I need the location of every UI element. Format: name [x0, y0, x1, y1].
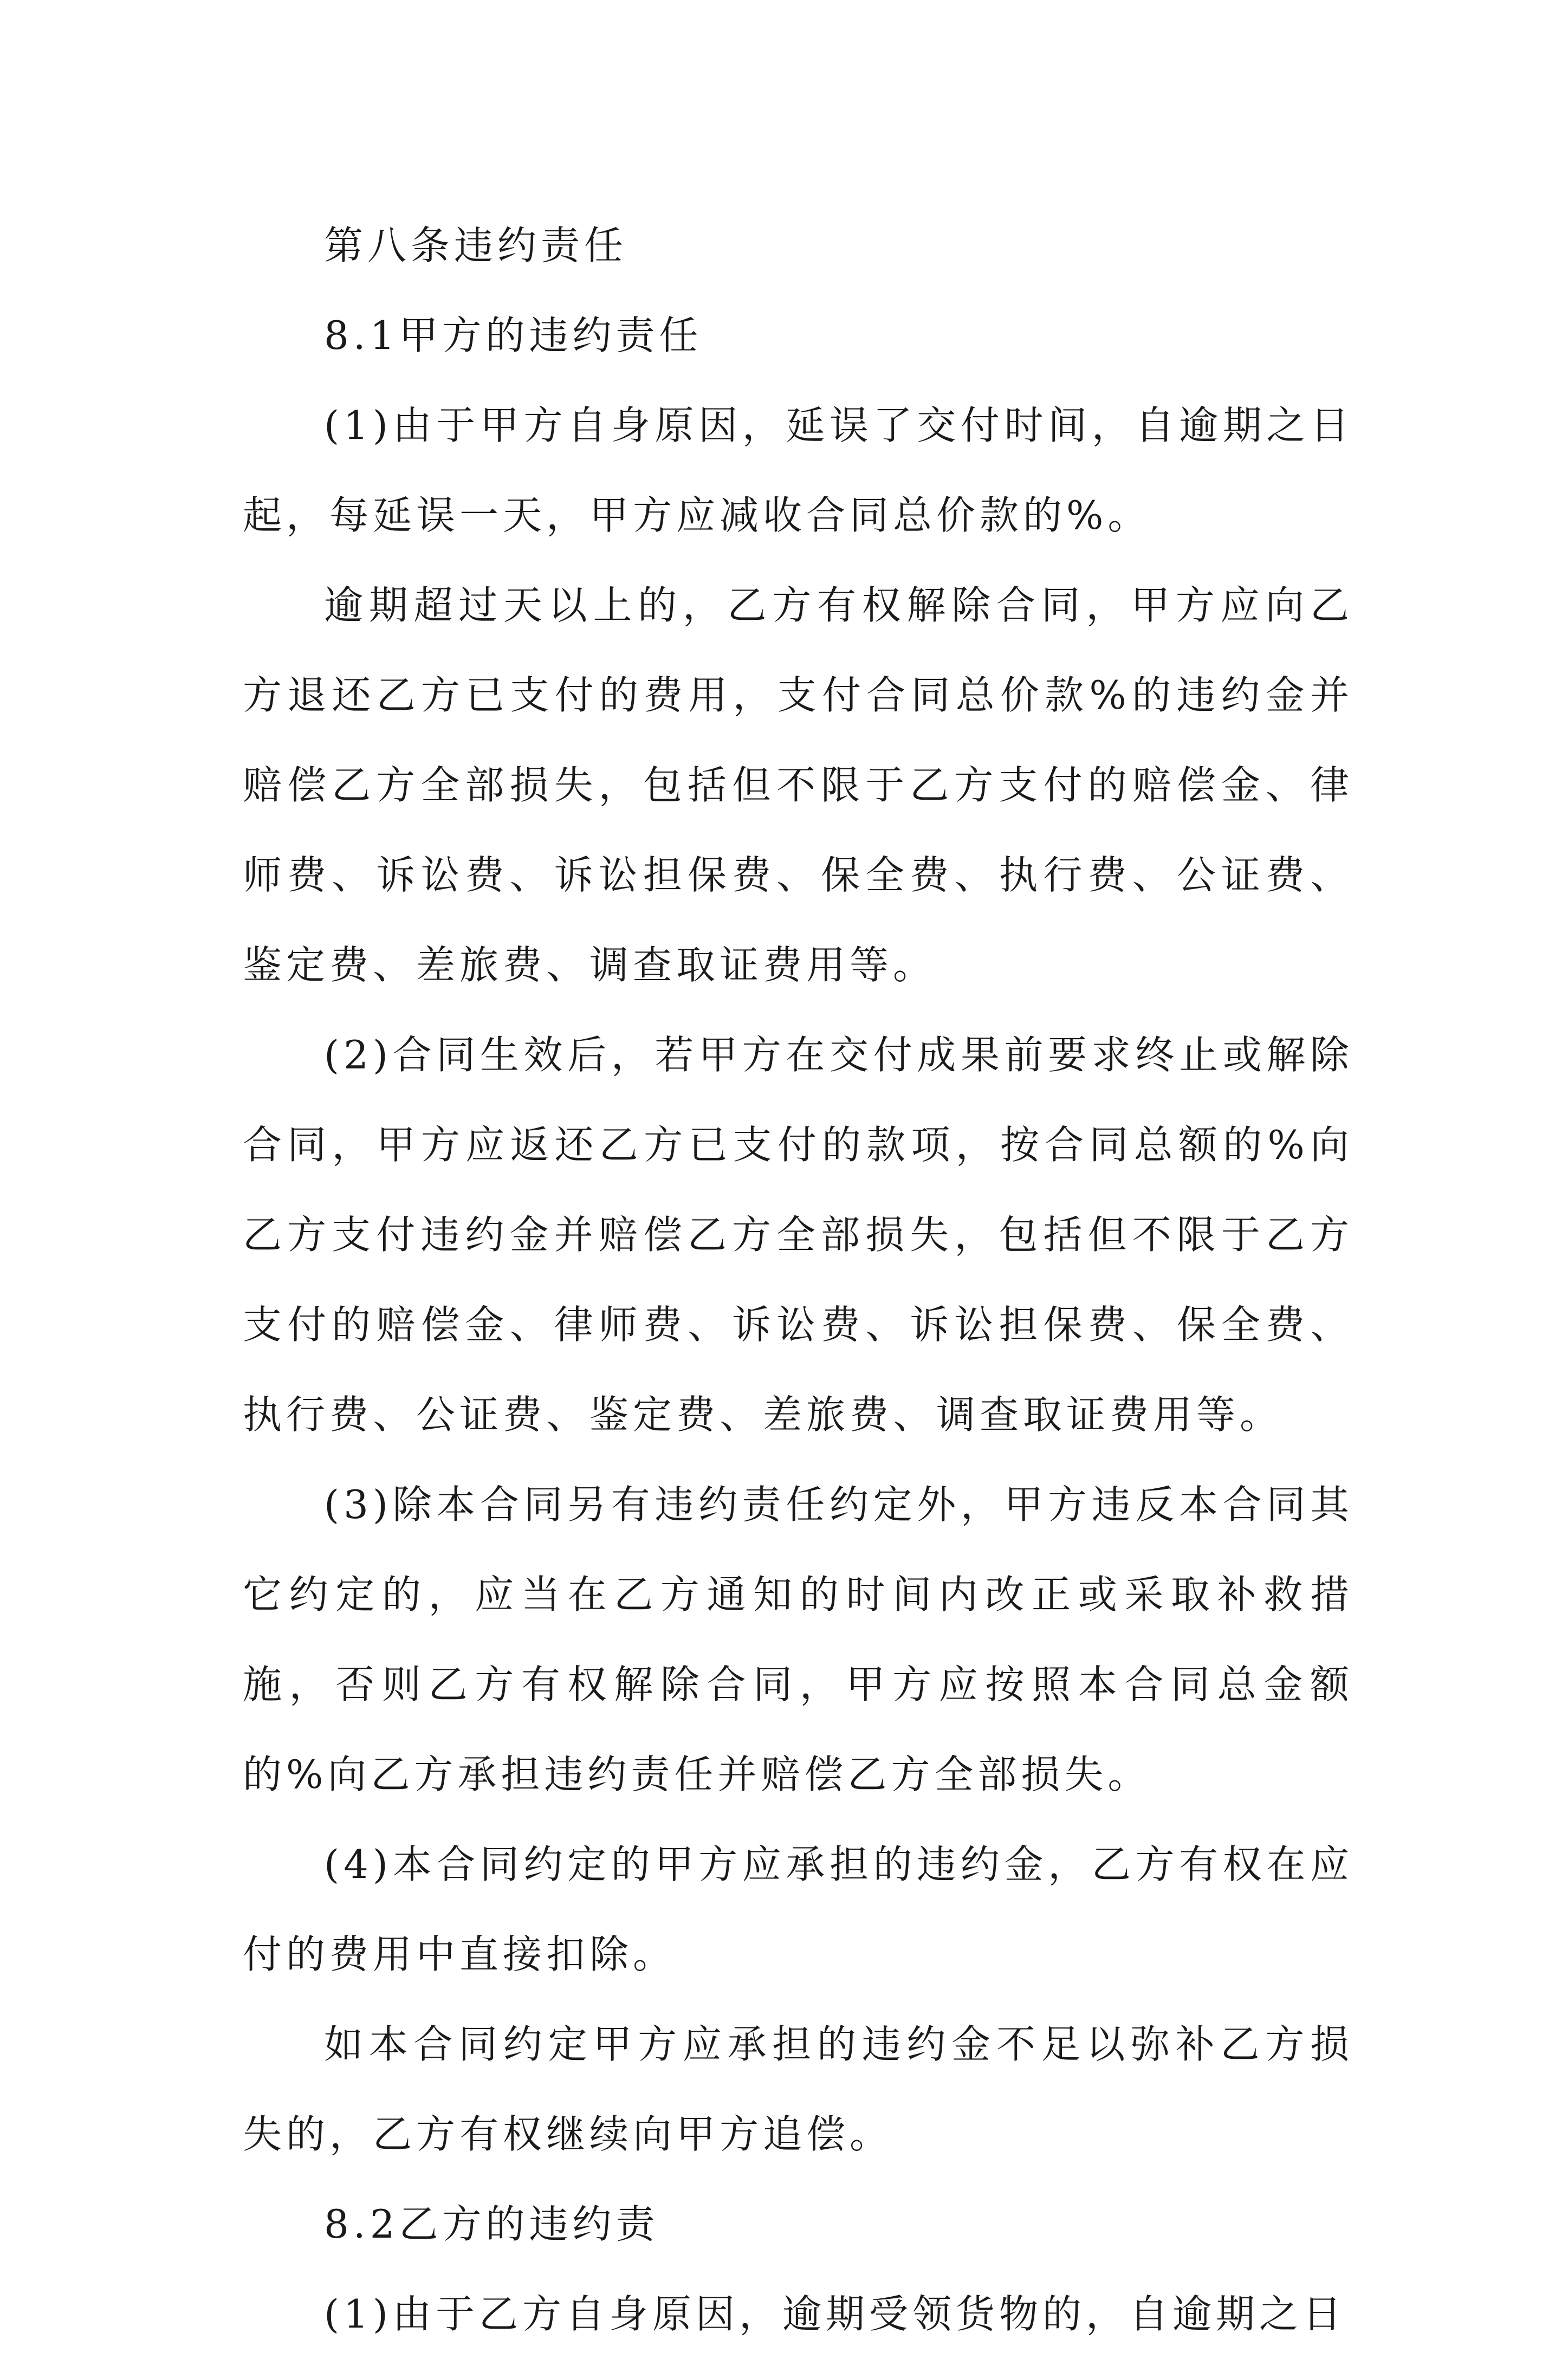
clause-8-1-1-overdue: 逾期超过天以上的，乙方有权解除合同，甲方应向乙方退还乙方已支付的费用，支付合同总价款%的违约金并赔偿乙方全部损失，包括但不限于乙方支付的赔偿金、律师费、诉讼费、诉讼担保费、保全费、执行费、公证费、鉴定费、差旅费、调查取证费用等。 — [243, 582, 1353, 988]
article-heading: 第八条违约责任 — [324, 223, 628, 268]
document-body — [243, 200, 1353, 2359]
section-heading-8-2: 8.2乙方的违约责 — [324, 2201, 659, 2247]
clause-8-1-1: (1)由于甲方自身原因，延误了交付时间，自逾期之日起，每延误一天，甲方应减收合同总价款的%。 — [243, 403, 1353, 538]
clause-8-2-1: (1)由于乙方自身原因，逾期受领货物的，自逾期之日 — [324, 2291, 1346, 2337]
clause-8-1-3: (3)除本合同另有违约责任约定外，甲方违反本合同其它约定的，应当在乙方通知的时间内改正或采取补救措施，否则乙方有权解除合同，甲方应按照本合同总金额的%向乙方承担违约责任并赔偿乙方全部损失。 — [243, 1482, 1353, 1797]
clause-8-1-4-recovery: 如本合同约定甲方应承担的违约金不足以弥补乙方损失的，乙方有权继续向甲方追偿。 — [243, 2021, 1353, 2157]
clause-8-1-2: (2)合同生效后，若甲方在交付成果前要求终止或解除合同，甲方应返还乙方已支付的款项，按合同总额的%向乙方支付违约金并赔偿乙方全部损失，包括但不限于乙方支付的赔偿金、律师费、诉讼费、诉讼担保费、保全费、执行费、公证费、鉴定费、差旅费、调查取证费用等。 — [243, 1032, 1353, 1437]
section-heading-8-1: 8.1甲方的违约责任 — [324, 313, 703, 358]
clause-8-1-4: (4)本合同约定的甲方应承担的违约金，乙方有权在应付的费用中直接扣除。 — [243, 1842, 1353, 1977]
